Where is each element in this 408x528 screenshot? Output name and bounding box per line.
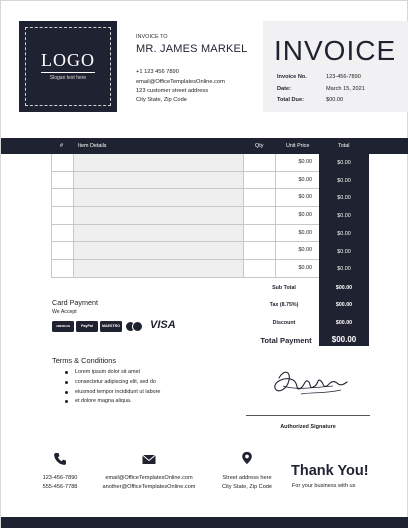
cell-unit-price[interactable]: $0.00 <box>275 207 319 225</box>
logo-frame <box>25 27 111 106</box>
cell-unit-price[interactable]: $0.00 <box>275 242 319 260</box>
client-address: 123 customer street address <box>136 88 209 94</box>
total-payment-label: Total Payment <box>260 336 312 345</box>
discount-value: $00.00 <box>335 320 353 326</box>
tax-label: Tax (8.75%) <box>269 302 299 308</box>
invoice-number-label: Invoice No. <box>277 74 307 80</box>
logo-rule <box>41 72 95 73</box>
visa-logo: VISA <box>150 319 176 331</box>
invoice-date-value: March 15, 2021 <box>326 86 365 92</box>
phone-icon <box>53 452 67 466</box>
footer-email-2: another@OfficeTemplatesOnline.com <box>102 484 196 490</box>
thank-you-subtext: For your business with us <box>292 483 356 489</box>
cell-total: $0.00 <box>337 248 351 255</box>
bullet-icon <box>65 381 68 384</box>
term-item: consectetur adipiscing elit, sed do <box>75 379 156 385</box>
cell-qty[interactable] <box>243 207 275 225</box>
invoice-number-value: 123-456-7890 <box>326 74 361 80</box>
cell-number[interactable] <box>51 225 73 243</box>
total-due-label: Total Due: <box>277 97 304 103</box>
cell-number[interactable] <box>51 172 73 190</box>
invoice-to-label: INVOICE TO <box>136 34 168 40</box>
cell-number[interactable] <box>51 189 73 207</box>
term-item: et dolore magna aliqua. <box>75 398 132 404</box>
signature-line <box>246 415 370 416</box>
cell-unit-price[interactable]: $0.00 <box>275 154 319 172</box>
invoice-title: INVOICE <box>274 35 397 66</box>
logo-box <box>19 21 117 112</box>
cell-qty[interactable] <box>243 242 275 260</box>
footer-phone-2: 555-456-7788 <box>42 484 78 490</box>
logo-text: LOGO <box>41 50 95 70</box>
cell-qty[interactable] <box>243 172 275 190</box>
cell-item-details[interactable] <box>73 154 243 172</box>
client-phone: +1 123 456 7890 <box>136 69 179 75</box>
subtotal-value: $00.00 <box>335 285 353 291</box>
card-payment-title: Card Payment <box>52 298 98 307</box>
line-items-table <box>51 154 319 278</box>
cell-qty[interactable] <box>243 225 275 243</box>
col-header-item: Item Details <box>78 143 107 149</box>
mastercard-icon <box>124 320 146 333</box>
thank-you-text: Thank You! <box>291 463 369 479</box>
footer-email-1: email@OfficeTemplatesOnline.com <box>105 475 193 481</box>
tax-value: $00.00 <box>335 302 353 308</box>
cell-unit-price[interactable]: $0.00 <box>275 189 319 207</box>
cell-total: $0.00 <box>337 266 351 273</box>
cell-qty[interactable] <box>243 189 275 207</box>
footer-address-2: City State, Zip Code <box>221 484 273 490</box>
discount-label: Discount <box>272 320 296 326</box>
amex-card: AMERICAN EXPRESS <box>52 321 74 332</box>
cell-number[interactable] <box>51 260 73 278</box>
cell-item-details[interactable] <box>73 207 243 225</box>
cell-item-details[interactable] <box>73 225 243 243</box>
col-header-qty: Qty <box>255 143 264 149</box>
cell-item-details[interactable] <box>73 189 243 207</box>
cell-unit-price[interactable]: $0.00 <box>275 225 319 243</box>
total-payment-value: $00.00 <box>331 335 357 344</box>
logo-slogan: Slogan text here <box>49 75 87 81</box>
cell-qty[interactable] <box>243 260 275 278</box>
total-due-value: $00.00 <box>326 97 344 103</box>
maestro-card: MAESTRO <box>100 321 122 332</box>
cell-unit-price[interactable]: $0.00 <box>275 172 319 190</box>
table-row <box>51 225 319 243</box>
footer-phone-1: 123-456-7890 <box>42 475 78 481</box>
col-header-total: Total <box>338 143 350 149</box>
location-pin-icon <box>240 451 254 465</box>
signature-image <box>271 364 351 404</box>
table-row <box>51 172 319 190</box>
cell-total: $0.00 <box>337 195 351 202</box>
cell-number[interactable] <box>51 154 73 172</box>
table-row <box>51 189 319 207</box>
terms-title: Terms & Conditions <box>52 356 117 365</box>
footer-address-1: Street address here <box>222 475 272 481</box>
table-row <box>51 154 319 172</box>
client-city: City State, Zip Code <box>136 97 187 103</box>
table-row <box>51 207 319 225</box>
cell-total: $0.00 <box>337 213 351 220</box>
col-header-unit-price: Unit Price <box>286 143 310 149</box>
cell-item-details[interactable] <box>73 260 243 278</box>
cell-number[interactable] <box>51 242 73 260</box>
table-row <box>51 242 319 260</box>
cell-unit-price[interactable]: $0.00 <box>275 260 319 278</box>
footer-bar <box>1 517 408 528</box>
table-row <box>51 260 319 278</box>
subtotal-label: Sub Total <box>272 285 296 291</box>
client-email: email@OfficeTemplatesOnline.com <box>136 79 225 85</box>
cell-total: $0.00 <box>337 177 351 184</box>
cell-item-details[interactable] <box>73 172 243 190</box>
term-item: eiusmod tempor incididunt ut labore <box>75 389 161 395</box>
col-header-number: # <box>60 143 63 149</box>
client-name: MR. JAMES MARKEL <box>136 43 248 55</box>
cell-total: $0.00 <box>337 230 351 237</box>
we-accept-label: We Accept <box>52 309 77 315</box>
bullet-icon <box>65 391 68 394</box>
cell-item-details[interactable] <box>73 242 243 260</box>
cell-total: $0.00 <box>337 160 351 166</box>
envelope-icon <box>142 453 156 467</box>
bullet-icon <box>65 400 68 403</box>
paypal-card: PayPal <box>76 321 98 332</box>
cell-qty[interactable] <box>243 154 275 172</box>
term-item: Lorem ipsum dolor sit amet <box>75 369 141 375</box>
cell-number[interactable] <box>51 207 73 225</box>
invoice-date-label: Date: <box>277 86 291 92</box>
authorized-signature-label: Authorized Signature <box>280 424 336 430</box>
bullet-icon <box>65 371 68 374</box>
